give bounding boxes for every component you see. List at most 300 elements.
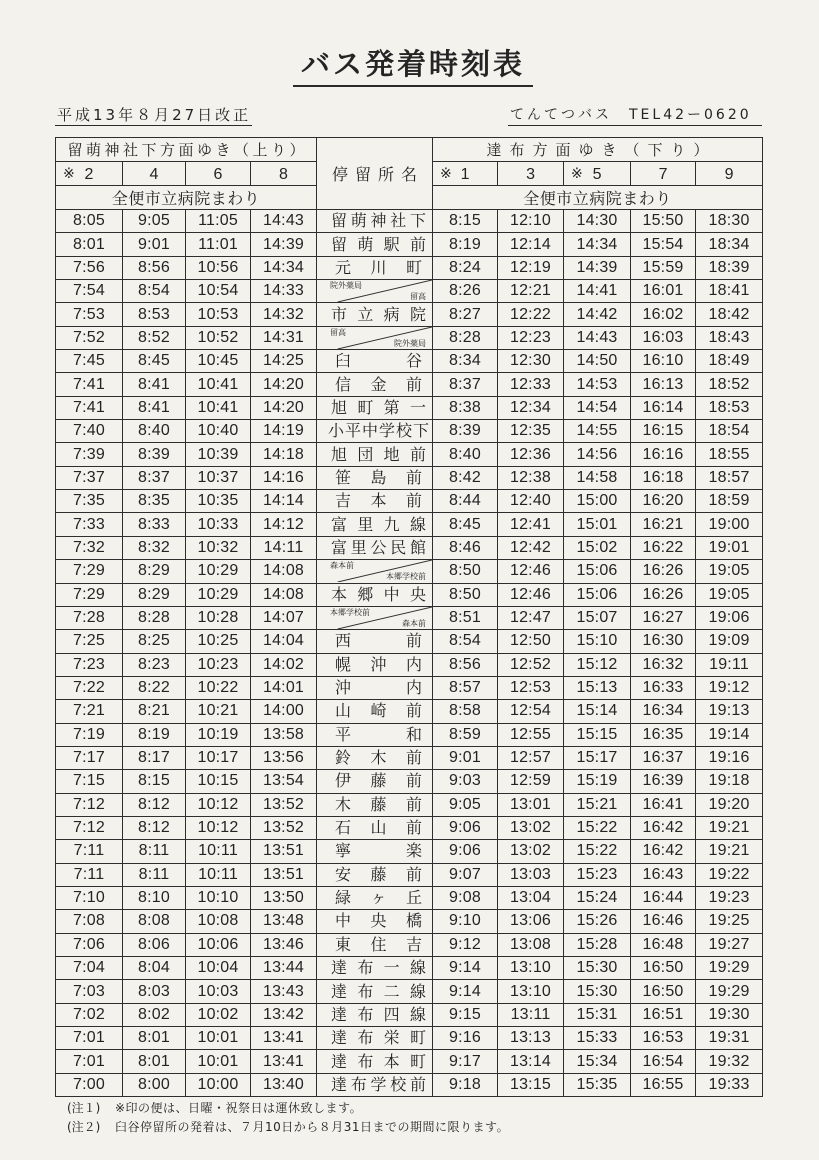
up-departure-time: 7:10 (56, 886, 123, 909)
down-departure-time: 16:30 (631, 630, 696, 653)
stop-name-char: 院 (410, 304, 427, 324)
alt-stop-upper: 留高 (330, 327, 347, 337)
down-departure-time: 9:15 (433, 1003, 498, 1026)
timetable-row (56, 1073, 763, 1096)
stop-name-char: 山 (335, 701, 352, 721)
down-departure-time: 12:19 (498, 256, 564, 279)
stop-name-char: 藤 (370, 864, 387, 884)
stop-name-char: 線 (410, 514, 427, 534)
stop-name-char: 住 (370, 934, 387, 954)
stop-name (317, 935, 432, 955)
stop-name-cell (317, 420, 433, 443)
up-departure-time: 10:25 (186, 630, 251, 653)
up-departure-time: 9:01 (123, 233, 186, 256)
timetable-row (56, 770, 763, 793)
up-departure-time: 8:06 (123, 933, 186, 956)
down-departure-time: 13:02 (498, 816, 564, 839)
up-departure-time: 13:41 (251, 1027, 317, 1050)
down-departure-time: 19:31 (696, 1027, 763, 1050)
down-departure-time: 15:30 (564, 957, 631, 980)
timetable-row (56, 933, 763, 956)
trip-number: 9 (724, 165, 734, 183)
down-departure-time: 14:56 (564, 443, 631, 466)
stop-name-char: 臼 (335, 351, 352, 371)
down-departure-time: 8:27 (433, 303, 498, 326)
stop-name-char: 中 (361, 421, 378, 441)
down-departure-time: 8:28 (433, 326, 498, 349)
stop-name-char: 元 (335, 257, 352, 277)
timetable-row (56, 840, 763, 863)
down-departure-time: 14:54 (564, 396, 631, 419)
down-departure-time: 15:59 (631, 256, 696, 279)
stop-name-char: 社 (390, 211, 407, 231)
stop-name (317, 678, 432, 698)
up-departure-time: 7:41 (56, 396, 123, 419)
down-departure-time: 9:05 (433, 793, 498, 816)
timetable (55, 137, 763, 1097)
stop-name-char: 橋 (405, 911, 422, 931)
stop-name (317, 958, 432, 978)
down-departure-time: 12:38 (498, 466, 564, 489)
stop-name-char: 前 (405, 771, 422, 791)
up-direction-label: 留萌神社下方面ゆき（上り） (67, 140, 309, 159)
down-departure-time: 15:07 (564, 606, 631, 629)
up-departure-time: 8:04 (123, 957, 186, 980)
timetable-row (56, 420, 763, 443)
down-departure-time: 12:33 (498, 373, 564, 396)
stop-name-char: 萌 (350, 211, 367, 231)
operator-contact: てんてつバス TEL42ー0620 (508, 106, 762, 126)
down-departure-time: 8:54 (433, 630, 498, 653)
down-departure-time: 15:28 (564, 933, 631, 956)
stop-name (317, 351, 432, 371)
diagonal-split-cell (317, 560, 432, 582)
up-departure-time: 10:41 (186, 373, 251, 396)
up-trip-header (123, 162, 186, 186)
up-departure-time: 13:50 (251, 886, 317, 909)
down-departure-time: 13:08 (498, 933, 564, 956)
stop-name-char: 木 (370, 748, 387, 768)
stop-name-char: 伊 (335, 771, 352, 791)
up-departure-time: 8:22 (123, 676, 186, 699)
up-route-note: 全便市立病院まわり (111, 189, 261, 208)
stop-name-cell (317, 653, 433, 676)
stop-name-cell (317, 700, 433, 723)
down-departure-time: 15:50 (631, 210, 696, 233)
down-departure-time: 8:39 (433, 420, 498, 443)
down-departure-time: 12:46 (498, 583, 564, 606)
timetable-row (56, 1050, 763, 1073)
up-departure-time: 8:08 (123, 910, 186, 933)
up-departure-time: 8:15 (123, 770, 186, 793)
down-departure-time: 16:39 (631, 770, 696, 793)
up-departure-time: 10:15 (186, 770, 251, 793)
down-departure-time: 16:53 (631, 1027, 696, 1050)
down-departure-time: 15:19 (564, 770, 631, 793)
up-departure-time: 8:25 (123, 630, 186, 653)
stop-name (317, 725, 432, 745)
stop-name-char: 布 (357, 1051, 374, 1071)
stop-name-char: 藤 (370, 771, 387, 791)
timetable-row (56, 606, 763, 629)
up-departure-time: 8:12 (123, 793, 186, 816)
stop-name-char: 幌 (335, 654, 352, 674)
stop-name-char: 内 (405, 654, 422, 674)
down-departure-time: 16:26 (631, 560, 696, 583)
down-departure-time: 16:22 (631, 536, 696, 559)
up-departure-time: 14:18 (251, 443, 317, 466)
down-departure-time: 16:46 (631, 910, 696, 933)
down-departure-time: 12:14 (498, 233, 564, 256)
down-departure-time: 13:06 (498, 910, 564, 933)
down-departure-time: 14:30 (564, 210, 631, 233)
stop-name-char: 町 (405, 257, 422, 277)
revision-date: 平成13年８月27日改正 (57, 106, 252, 124)
up-departure-time: 14:11 (251, 536, 317, 559)
down-departure-time: 16:14 (631, 396, 696, 419)
down-departure-time: 13:11 (498, 1003, 564, 1026)
diagonal-split-cell (317, 280, 432, 302)
up-departure-time: 7:39 (56, 443, 123, 466)
up-direction-header (56, 138, 317, 162)
stop-name-char: 平 (335, 724, 352, 744)
timetable-row (56, 466, 763, 489)
stop-name-char: 達 (331, 1004, 348, 1024)
stop-name-char: 和 (406, 724, 423, 744)
up-departure-time: 10:03 (186, 980, 251, 1003)
stop-name-char: 西 (335, 631, 352, 651)
down-departure-time: 8:50 (433, 583, 498, 606)
stop-name-char: 東 (335, 934, 352, 954)
down-departure-time: 8:42 (433, 466, 498, 489)
timetable-row (56, 536, 763, 559)
stop-name-char: 藤 (370, 794, 387, 814)
stop-name-char: 寧 (335, 841, 352, 861)
down-departure-time: 12:22 (498, 303, 564, 326)
up-trip-header (186, 162, 251, 186)
diagonal-split-cell (317, 607, 432, 629)
stop-name-char: 線 (410, 981, 427, 1001)
down-departure-time: 15:01 (564, 513, 631, 536)
down-departure-time: 16:55 (631, 1073, 696, 1096)
timetable-row (56, 863, 763, 886)
up-departure-time: 8:37 (123, 466, 186, 489)
up-departure-time: 10:00 (186, 1073, 251, 1096)
stop-name-char: 緑 (335, 888, 352, 908)
up-departure-time: 10:11 (186, 863, 251, 886)
down-departure-time: 16:03 (631, 326, 696, 349)
stop-name-char: 川 (370, 257, 387, 277)
up-departure-time: 14:39 (251, 233, 317, 256)
stop-name-char: 内 (406, 678, 423, 698)
stop-name-char: 前 (410, 444, 427, 464)
stop-name-char: 沖 (335, 678, 352, 698)
footnote (67, 1099, 509, 1118)
timetable-row (56, 256, 763, 279)
up-departure-time: 10:01 (186, 1050, 251, 1073)
down-departure-time: 15:02 (564, 536, 631, 559)
page-title: バス発着時刻表 (293, 44, 533, 87)
stop-name (317, 911, 432, 931)
up-departure-time: 8:17 (123, 746, 186, 769)
down-departure-time: 15:23 (564, 863, 631, 886)
stop-name-char: 達 (331, 958, 348, 978)
down-departure-time: 16:41 (631, 793, 696, 816)
stop-name-cell (317, 980, 433, 1003)
up-departure-time: 7:11 (56, 863, 123, 886)
down-departure-time: 9:06 (433, 816, 498, 839)
timetable-row (56, 793, 763, 816)
down-departure-time: 8:59 (433, 723, 498, 746)
trip-number: 4 (149, 165, 159, 183)
down-departure-time: 8:15 (433, 210, 498, 233)
up-departure-time: 14:02 (251, 653, 317, 676)
stop-name-char: 吉 (335, 491, 352, 511)
stop-name-char: 谷 (406, 351, 423, 371)
up-departure-time: 7:45 (56, 350, 123, 373)
down-departure-time: 14:41 (564, 280, 631, 303)
stop-name (317, 982, 432, 1002)
down-departure-time: 16:15 (631, 420, 696, 443)
stop-name (317, 1075, 432, 1095)
stop-name (317, 468, 432, 488)
down-departure-time: 12:40 (498, 490, 564, 513)
stop-name-char: 達 (331, 1028, 348, 1048)
down-departure-time: 19:01 (696, 536, 763, 559)
stop-name-cell (317, 1050, 433, 1073)
up-departure-time: 14:43 (251, 210, 317, 233)
stop-name (317, 305, 432, 325)
down-departure-time: 19:20 (696, 793, 763, 816)
stop-name (317, 235, 432, 255)
up-departure-time: 8:32 (123, 536, 186, 559)
up-departure-time: 10:40 (186, 420, 251, 443)
stop-name-char: 駅 (383, 234, 400, 254)
down-trip-header (498, 162, 564, 186)
up-departure-time: 7:23 (56, 653, 123, 676)
stop-name-cell (317, 723, 433, 746)
down-departure-time: 16:21 (631, 513, 696, 536)
stop-name-cell (317, 1027, 433, 1050)
stop-name-char: 団 (357, 444, 374, 464)
timetable-row (56, 303, 763, 326)
timetable-row (56, 653, 763, 676)
stop-name (317, 585, 432, 605)
down-departure-time: 12:36 (498, 443, 564, 466)
up-departure-time: 13:46 (251, 933, 317, 956)
up-departure-time: 7:52 (56, 326, 123, 349)
down-departure-time: 13:01 (498, 793, 564, 816)
down-departure-time: 15:24 (564, 886, 631, 909)
up-departure-time: 7:04 (56, 957, 123, 980)
down-departure-time: 13:04 (498, 886, 564, 909)
stop-name (317, 841, 432, 861)
up-departure-time: 14:33 (251, 280, 317, 303)
up-departure-time: 8:01 (123, 1027, 186, 1050)
down-trip-header (433, 162, 498, 186)
down-departure-time: 15:22 (564, 816, 631, 839)
stop-name-char: 郷 (357, 584, 374, 604)
down-departure-time: 8:37 (433, 373, 498, 396)
stop-name (317, 888, 432, 908)
timetable-row (56, 886, 763, 909)
stop-name (317, 445, 432, 465)
up-departure-time: 10:12 (186, 816, 251, 839)
stop-name-char: 楽 (406, 841, 423, 861)
down-departure-time: 8:44 (433, 490, 498, 513)
up-departure-time: 14:25 (251, 350, 317, 373)
stop-name-cell (317, 863, 433, 886)
stop-name-char: 富 (331, 514, 348, 534)
stop-name-char: 校 (395, 421, 412, 441)
down-departure-time: 16:44 (631, 886, 696, 909)
timetable-row (56, 350, 763, 373)
trip-number: 3 (526, 165, 535, 183)
stop-name (317, 771, 432, 791)
down-departure-time: 16:33 (631, 676, 696, 699)
alt-stop-lower: 本郷学校前 (386, 572, 427, 582)
stop-name-char: 学 (370, 1074, 387, 1094)
up-departure-time: 13:58 (251, 723, 317, 746)
down-departure-time: 19:09 (696, 630, 763, 653)
down-departure-time: 18:53 (696, 396, 763, 419)
up-departure-time: 10:01 (186, 1027, 251, 1050)
stop-name-char: 前 (410, 234, 427, 254)
down-departure-time: 15:35 (564, 1073, 631, 1096)
suspension-mark: ※ (571, 165, 583, 182)
up-departure-time: 8:52 (123, 326, 186, 349)
down-departure-time: 16:20 (631, 490, 696, 513)
up-departure-time: 8:54 (123, 280, 186, 303)
up-departure-time: 14:19 (251, 420, 317, 443)
down-departure-time: 9:01 (433, 746, 498, 769)
down-departure-time: 9:18 (433, 1073, 498, 1096)
timetable-row (56, 373, 763, 396)
down-departure-time: 19:25 (696, 910, 763, 933)
stop-name-char: 里 (357, 514, 374, 534)
timetable-row (56, 676, 763, 699)
stop-name-cell (317, 910, 433, 933)
down-departure-time: 19:22 (696, 863, 763, 886)
timetable-row (56, 816, 763, 839)
stop-name-char: 木 (335, 794, 352, 814)
stop-name-cell (317, 606, 433, 629)
stop-name-char: 平 (345, 421, 362, 441)
up-departure-time: 11:05 (186, 210, 251, 233)
stop-name-char: 神 (370, 211, 387, 231)
up-departure-time: 10:02 (186, 1003, 251, 1026)
down-departure-time: 19:29 (696, 980, 763, 1003)
down-departure-time: 14:42 (564, 303, 631, 326)
up-departure-time: 7:03 (56, 980, 123, 1003)
down-route-note-cell (433, 186, 763, 210)
stop-name-cell (317, 210, 433, 233)
up-departure-time: 11:01 (186, 233, 251, 256)
down-departure-time: 8:40 (433, 443, 498, 466)
down-departure-time: 19:29 (696, 957, 763, 980)
stop-name (317, 701, 432, 721)
up-departure-time: 8:33 (123, 513, 186, 536)
stop-name-char: 町 (410, 1051, 427, 1071)
down-departure-time: 15:30 (564, 980, 631, 1003)
stop-name (317, 1052, 432, 1072)
down-departure-time: 16:02 (631, 303, 696, 326)
stop-name-cell (317, 793, 433, 816)
up-departure-time: 14:07 (251, 606, 317, 629)
suspension-mark: ※ (63, 165, 75, 182)
down-departure-time: 13:02 (498, 840, 564, 863)
down-departure-time: 15:26 (564, 910, 631, 933)
up-departure-time: 10:56 (186, 256, 251, 279)
up-departure-time: 8:40 (123, 420, 186, 443)
up-departure-time: 13:56 (251, 746, 317, 769)
stop-name-cell (317, 746, 433, 769)
stop-name-char: 里 (350, 537, 367, 557)
down-departure-time: 13:03 (498, 863, 564, 886)
up-departure-time: 10:33 (186, 513, 251, 536)
down-departure-time: 19:12 (696, 676, 763, 699)
down-departure-time: 12:41 (498, 513, 564, 536)
down-departure-time: 9:14 (433, 980, 498, 1003)
up-departure-time: 14:00 (251, 700, 317, 723)
timetable-row (56, 1027, 763, 1050)
stop-name-char: 館 (409, 537, 426, 557)
timetable-row (56, 513, 763, 536)
down-departure-time: 9:14 (433, 957, 498, 980)
up-departure-time: 10:39 (186, 443, 251, 466)
down-departure-time: 14:39 (564, 256, 631, 279)
stop-name-char: 萌 (357, 234, 374, 254)
stop-name-cell (317, 957, 433, 980)
stop-name-char: 町 (410, 1028, 427, 1048)
up-departure-time: 8:21 (123, 700, 186, 723)
up-departure-time: 7:33 (56, 513, 123, 536)
stop-name-char: 沖 (370, 654, 387, 674)
stop-name-cell (317, 280, 433, 303)
stop-name-char: 布 (350, 1074, 367, 1094)
up-departure-time: 7:37 (56, 466, 123, 489)
down-departure-time: 18:42 (696, 303, 763, 326)
up-departure-time: 10:10 (186, 886, 251, 909)
up-departure-time: 13:42 (251, 1003, 317, 1026)
up-departure-time: 14:04 (251, 630, 317, 653)
up-departure-time: 10:53 (186, 303, 251, 326)
down-departure-time: 16:10 (631, 350, 696, 373)
stop-name-char: 旭 (331, 444, 348, 464)
timetable-row (56, 443, 763, 466)
up-departure-time: 10:54 (186, 280, 251, 303)
stop-name-cell (317, 443, 433, 466)
down-departure-time: 8:38 (433, 396, 498, 419)
stop-name-char: 布 (357, 958, 374, 978)
down-departure-time: 16:27 (631, 606, 696, 629)
stop-name-cell (317, 256, 433, 279)
stop-name (317, 491, 432, 511)
down-departure-time: 16:35 (631, 723, 696, 746)
down-departure-time: 15:17 (564, 746, 631, 769)
up-departure-time: 8:39 (123, 443, 186, 466)
stop-name-char: 民 (390, 537, 407, 557)
timetable-row (56, 280, 763, 303)
down-departure-time: 9:03 (433, 770, 498, 793)
up-departure-time: 7:15 (56, 770, 123, 793)
stop-name (317, 631, 432, 651)
diagonal-split-cell (317, 327, 432, 349)
up-departure-time: 8:23 (123, 653, 186, 676)
up-departure-time: 10:12 (186, 793, 251, 816)
stop-name (317, 538, 432, 558)
down-departure-time: 18:43 (696, 326, 763, 349)
